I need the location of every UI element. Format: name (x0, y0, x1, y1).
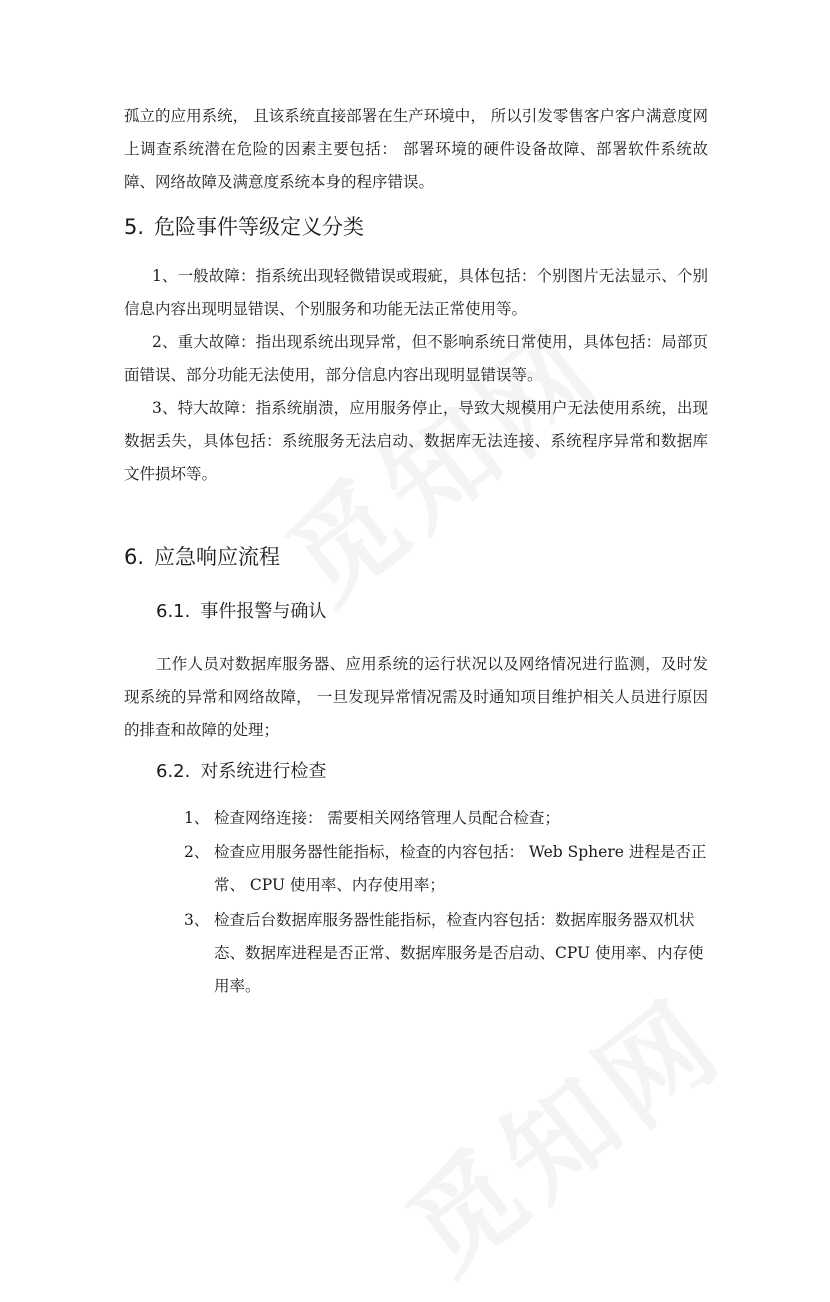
check-item-text: 检查网络连接： 需要相关网络管理人员配合检查； (214, 809, 560, 827)
check-item-1 (184, 802, 712, 835)
fault-level-2: 2、重大故障：指出现系统出现异常，但不影响系统日常使用，具体包括：局部页面错误、部分功能无法使用，部分信息内容出现明显错误等。 (124, 333, 708, 384)
subsection-6-1-title: 事件报警与确认 (200, 601, 327, 622)
intro-paragraph: 孤立的应用系统， 且该系统直接部署在生产环境中， 所以引发零售客户客户满意度网上调查系统潜在危险的因素主要包括： 部署环境的硬件设备故障、部署软件系统故障、网络故障及满意度系统本身的程序错误。 (124, 107, 708, 191)
subsection-6-1-heading (156, 598, 326, 626)
subsection-6-2-heading (156, 758, 326, 786)
subsection-6-1-number: 6.1. (156, 601, 191, 622)
watermark (370, 956, 751, 1302)
section-5-title: 危险事件等级定义分类 (154, 215, 365, 239)
section-5-number: 5. (124, 215, 145, 239)
section-6-heading (124, 542, 280, 572)
check-item-number: 1、 (184, 809, 210, 827)
fault-level-3: 3、特大故障：指系统崩溃，应用服务停止，导致大规模用户无法使用系统，出现数据丢失，具体包括：系统服务无法启动、数据库无法连接、系统程序异常和数据库文件损坏等。 (124, 399, 708, 483)
check-item-text: 检查后台数据库服务器性能指标，检查内容包括：数据库服务器双机状态、数据库进程是否正常、数据库服务是否启动、CPU 使用率、内存使用率。 (214, 911, 704, 995)
fault-level-1: 1、一般故障：指系统出现轻微错误或瑕疵，具体包括：个别图片无法显示、个别信息内容出现明显错误、个别服务和功能无法正常使用等。 (124, 267, 708, 318)
check-item-number: 3、 (184, 911, 210, 929)
check-item-number: 2、 (184, 843, 210, 861)
section-5-heading (124, 212, 364, 242)
subsection-6-2-number: 6.2. (156, 761, 191, 782)
alarm-confirm-paragraph: 工作人员对数据库服务器、应用系统的运行状况以及网络情况进行监测，及时发现系统的异常和网络故障， 一旦发现异常情况需及时通知项目维护相关人员进行原因的排查和故障的处理； (124, 655, 708, 739)
check-item-2 (184, 836, 712, 902)
section-6-title: 应急响应流程 (154, 545, 281, 569)
check-item-3 (184, 904, 712, 1003)
subsection-6-2-title: 对系统进行检查 (200, 761, 327, 782)
section-6-number: 6. (124, 545, 145, 569)
check-item-text: 检查应用服务器性能指标，检查的内容包括： Web Sphere 进程是否正常、 CPU 使用率、内存使用率； (214, 843, 707, 894)
